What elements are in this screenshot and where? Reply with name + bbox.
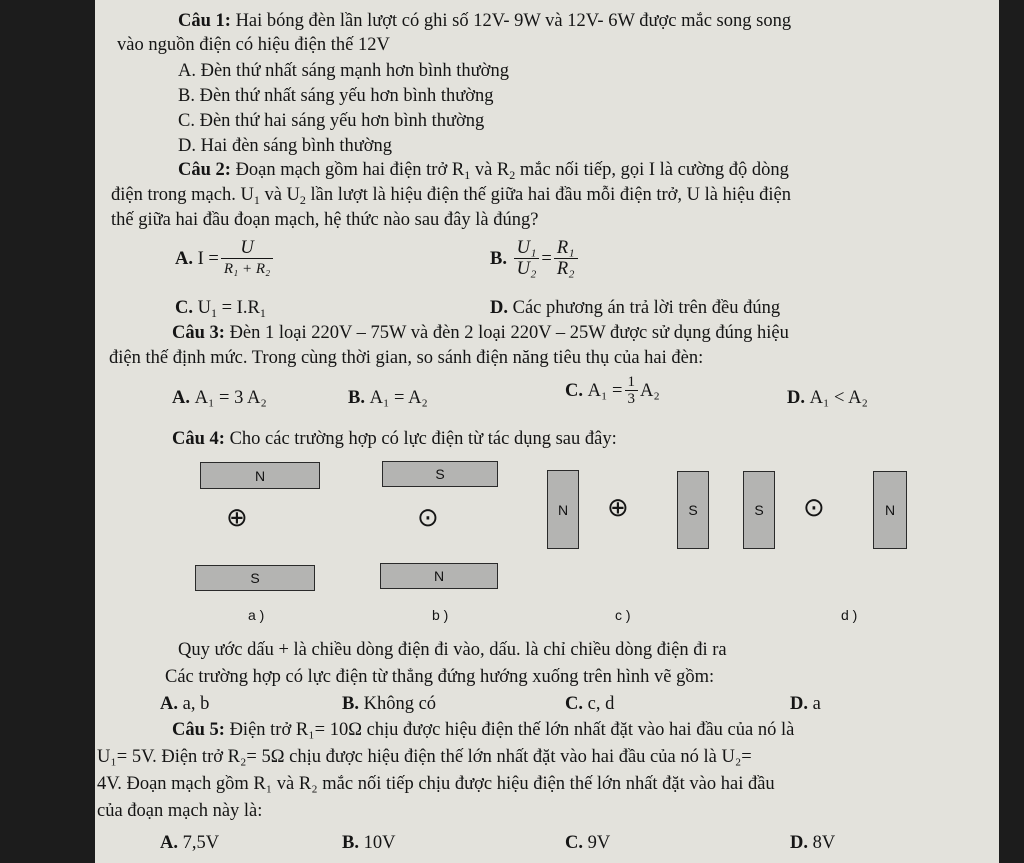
q2-sub-u2: 2 [299,193,306,207]
q5-c-text: 9V [587,833,611,853]
q3-option-d [787,386,868,410]
q3-c-num: 1 [625,374,639,391]
q5-d-label: D. [790,833,808,853]
q4-c-text: c, d [587,694,615,714]
q1-stem-line-2: vào nguồn điện có hiệu điện thế 12V [117,35,390,55]
q3-stem-line-2: điện thế định mức. Trong cùng thời gian, so sánh điện năng tiêu thụ của hai đèn: [109,348,704,368]
q3-c-label: C. [565,380,583,401]
q3-stem-line-1 [172,321,789,345]
q2-stem-1c: mắc nối tiếp, gọi I là cường độ dòng [515,160,789,180]
current-in-icon-a: ⊕ [226,502,248,532]
q5-stem-line-3: 4V. Đoạn mạch gồm R₁ và R₂ mắc nối tiếp chịu được hiệu điện thế lớn nhất đặt vào hai đầu [97,774,775,794]
magnet-d-right: N [873,471,907,549]
q3-b-text: A₁ = A₂ [369,388,428,408]
q1-option-d: D. Hai đèn sáng bình thường [178,136,393,156]
magnet-d-left: S [743,471,775,549]
current-out-icon-b: ⊙ [417,502,439,532]
q2-c-text: U [197,298,211,318]
q4-b-label: B. [342,694,359,714]
q2-a-lhs: I = [197,248,219,269]
magnet-a-bottom: S [195,565,315,591]
q3-option-b [348,386,428,410]
q2-d-text: Các phương án trả lời trên đều đúng [512,298,781,318]
exam-page [95,0,999,863]
q5-stem-line-1 [172,718,794,742]
caption-d: d ) [841,607,858,623]
current-in-icon-c: ⊕ [607,492,629,522]
q2-c-sub-r: 1 [259,306,266,320]
q1-label: Câu 1: [178,11,231,31]
q2-stem-2a: điện trong mạch. U [111,185,254,205]
q2-stem-line-2 [111,183,791,207]
q4-d-text: a [812,694,821,714]
q2-b-fraction-right [554,238,578,279]
q2-b-label: B. [490,248,507,269]
q2-stem-2c: lần lượt là hiệu điện thế giữa hai đầu mỗi điện trở, U là hiệu điện [305,185,791,205]
q2-sub-r1: 1 [464,168,471,182]
q4-option-b [342,692,436,716]
q2-b-num2: R₁ [554,238,578,259]
q5-label: Câu 5: [172,720,225,740]
q4-stem [172,427,617,451]
q3-d-label: D. [787,388,805,408]
q4-stem-text: Cho các trường hợp có lực điện từ tác dụng sau đây: [224,429,617,449]
q3-c-fraction [625,374,639,407]
q5-b-text: 10V [363,833,396,853]
q4-c-label: C. [565,694,583,714]
q2-option-c [175,296,266,320]
q2-c-text2: = I.R [217,298,260,318]
magnet-c-right: S [677,471,709,549]
caption-a: a ) [248,607,265,623]
q2-a-fraction [221,238,273,279]
q5-stem-line-4: của đoạn mạch này là: [97,801,263,821]
q2-d-label: D. [490,298,508,318]
q3-label: Câu 3: [172,323,225,343]
q3-d-text: A₁ < A₂ [809,388,868,408]
q3-option-c [565,374,660,407]
q2-option-a [175,238,275,279]
q3-c-rhs: A₂ [640,380,660,401]
magnet-c-left: N [547,470,579,549]
q5-c-label: C. [565,833,583,853]
q4-b-text: Không có [363,694,437,714]
q2-b-den2: R₂ [556,259,575,279]
q3-c-lhs: A₁ = [587,380,623,401]
current-out-icon-d: ⊙ [803,492,825,522]
q2-a-label: A. [175,248,193,269]
q5-option-a [160,831,219,855]
q1-stem-line-1 [178,9,791,33]
q2-a-numerator: U [221,238,273,259]
q5-option-b [342,831,395,855]
q5-option-d [790,831,835,855]
q5-a-label: A. [160,833,178,853]
q4-d-label: D. [790,694,808,714]
q3-a-label: A. [172,388,190,408]
q2-c-sub-u: 1 [211,306,217,320]
caption-b: b ) [432,607,449,623]
q5-a-text: 7,5V [182,833,220,853]
q2-a-denominator: R₁ + R₂ [223,261,271,277]
q4-note: Quy ước dấu + là chiều dòng điện đi vào, dấu. là chỉ chiều dòng điện đi ra [178,640,727,660]
q2-b-equals: = [541,248,552,269]
q4-option-d [790,692,821,716]
caption-c: c ) [615,607,631,623]
q5-d-text: 8V [812,833,836,853]
q5-option-c [565,831,610,855]
q1-option-a: A. Đèn thứ nhất sáng mạnh hơn bình thường [178,61,509,81]
q2-stem-1a: Đoạn mạch gồm hai điện trở R [230,160,465,180]
q2-c-label: C. [175,298,193,318]
q2-label: Câu 2: [178,160,231,180]
q3-option-a [172,386,267,410]
q2-stem-line-1 [178,158,789,182]
q2-stem-line-3: thế giữa hai đầu đoạn mạch, hệ thức nào sau đây là đúng? [111,210,539,230]
q4-question: Các trường hợp có lực điện từ thẳng đứng hướng xuống trên hình vẽ gồm: [165,667,715,687]
q2-option-d [490,296,780,320]
q2-stem-2b: và U [259,185,300,205]
q2-sub-r2: 2 [509,168,516,182]
q5-stem-1: Điện trở R₁= 10Ω chịu được hiệu điện thế lớn nhất đặt vào hai đầu của nó là [224,720,795,740]
q4-a-label: A. [160,694,178,714]
q2-b-fraction-left [514,238,540,279]
q2-option-b [490,238,580,279]
q1-option-b: B. Đèn thứ nhất sáng yếu hơn bình thường [178,86,494,106]
magnet-a-top: N [200,462,320,489]
q2-b-num1: U₁ [514,238,540,259]
q2-b-den1: U₂ [516,259,537,279]
q5-stem-line-2: U₁= 5V. Điện trở R₂= 5Ω chịu được hiệu điện thế lớn nhất đặt vào hai đầu của nó là U₂= [97,747,752,767]
q4-label: Câu 4: [172,429,225,449]
magnet-b-bottom: N [380,563,498,589]
q2-sub-u1: 1 [253,193,260,207]
q4-a-text: a, b [182,694,210,714]
q5-b-label: B. [342,833,359,853]
q4-option-c [565,692,614,716]
q1-stem-1: Hai bóng đèn lần lượt có ghi số 12V- 9W và 12V- 6W được mắc song song [230,11,792,31]
q4-option-a [160,692,209,716]
q2-stem-1b: và R [470,160,510,180]
q3-c-den: 3 [627,391,635,407]
magnet-b-top: S [382,461,498,487]
q3-a-text: A₁ = 3 A₂ [194,388,267,408]
q1-option-c: C. Đèn thứ hai sáng yếu hơn bình thường [178,111,485,131]
q3-stem-1: Đèn 1 loại 220V – 75W và đèn 2 loại 220V – 25W được sử dụng đúng hiệu [224,323,789,343]
q3-b-label: B. [348,388,365,408]
